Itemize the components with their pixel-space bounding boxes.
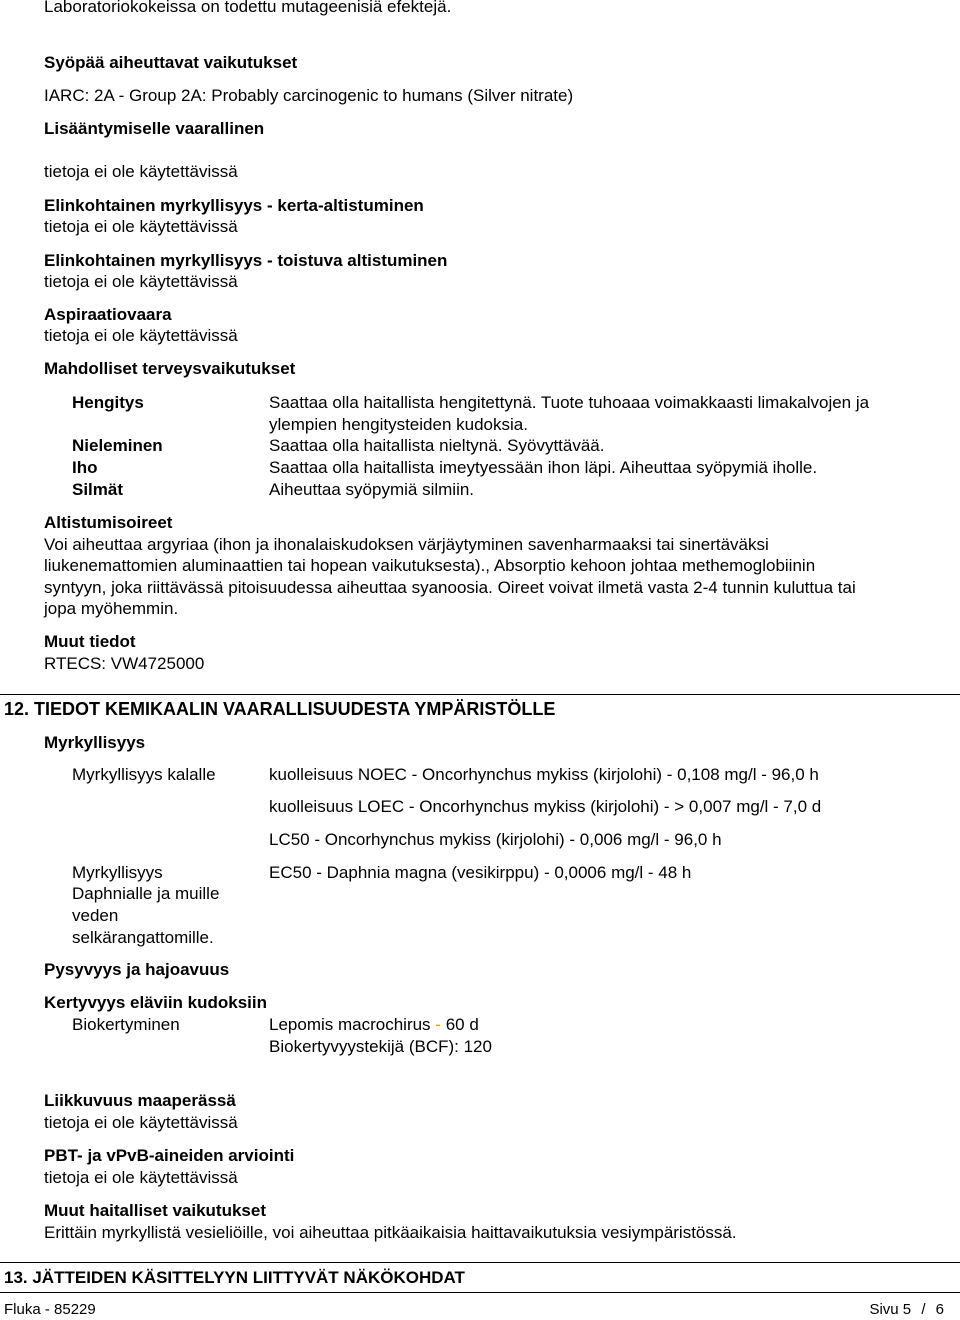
health-label-ingestion: Nieleminen <box>72 436 163 455</box>
pbt-heading: PBT- ja vPvB-aineiden arviointi <box>44 1146 295 1165</box>
bioaccumulation-value <box>269 1015 479 1035</box>
stot-single-text: tietoja ei ole käytettävissä <box>44 217 238 236</box>
fish-toxicity-value: kuolleisuus NOEC - Oncorhynchus mykiss (kirjolohi) - 0,108 mg/l - 96,0 h <box>269 765 819 784</box>
reproductive-text: tietoja ei ole käytettävissä <box>44 162 238 181</box>
health-label-inhalation: Hengitys <box>72 393 144 412</box>
top-line: Laboratoriokokeissa on todettu mutageenisiä efektejä. <box>44 0 452 16</box>
health-text-inhalation-2: ylempien hengitysteiden kudoksia. <box>269 415 528 434</box>
stot-repeated-heading: Elinkohtainen myrkyllisyys - toistuva altistuminen <box>44 251 448 270</box>
stot-single-heading: Elinkohtainen myrkyllisyys - kerta-altistuminen <box>44 196 424 215</box>
health-label-eyes: Silmät <box>72 480 124 499</box>
fish-toxicity-label: Myrkyllisyys kalalle <box>72 765 216 784</box>
symptoms-line: jopa myöhemmin. <box>44 599 179 618</box>
daphnia-value: EC50 - Daphnia magna (vesikirppu) - 0,0006 mg/l - 48 h <box>269 863 692 882</box>
aspiration-heading: Aspiraatiovaara <box>44 305 172 324</box>
footer-page-separator: / <box>921 1301 926 1318</box>
health-label-skin: Iho <box>72 458 98 477</box>
bioaccumulation-duration: 60 d <box>445 1015 479 1034</box>
other-info-heading: Muut tiedot <box>44 632 136 651</box>
pbt-text: tietoja ei ole käytettävissä <box>44 1168 238 1187</box>
section-divider <box>0 1262 960 1263</box>
footer-divider <box>0 1292 960 1293</box>
daphnia-label: selkärangattomille. <box>72 928 214 947</box>
mobility-heading: Liikkuvuus maaperässä <box>44 1091 236 1110</box>
health-text-ingestion: Saattaa olla haitallista nieltynä. Syövyttävää. <box>269 436 605 455</box>
footer-page-label: Sivu 5 <box>869 1301 912 1318</box>
symptoms-line: syntyyn, joka riittävässä pitoisuudessa aiheuttaa syanoosia. Oireet voivat ilmetä vasta 2-4 tunnin kuluttua tai <box>44 578 856 597</box>
health-text-inhalation: Saattaa olla haitallista hengitettynä. Tuote tuhoaaa voimakkaasti limakalvojen ja <box>269 393 870 412</box>
fish-toxicity-value: LC50 - Oncorhynchus mykiss (kirjolohi) - 0,006 mg/l - 96,0 h <box>269 830 722 849</box>
bioaccumulation-heading: Kertyvyys eläviin kudoksiin <box>44 993 267 1012</box>
fish-toxicity-value: kuolleisuus LOEC - Oncorhynchus mykiss (kirjolohi) - > 0,007 mg/l - 7,0 d <box>269 797 822 816</box>
health-effects-heading: Mahdolliset terveysvaikutukset <box>44 359 296 378</box>
mobility-text: tietoja ei ole käytettävissä <box>44 1113 238 1132</box>
section-divider <box>0 694 960 695</box>
other-effects-text: Erittäin myrkyllistä vesieliöille, voi aiheuttaa pitkäaikaisia haittavaikutuksia vesiympäristössä. <box>44 1223 737 1242</box>
toxicity-heading: Myrkyllisyys <box>44 733 146 752</box>
symptoms-heading: Altistumisoireet <box>44 513 173 532</box>
stot-repeated-text: tietoja ei ole käytettävissä <box>44 272 238 291</box>
symptoms-line: Voi aiheuttaa argyriaa (ihon ja ihonalaiskudoksen värjäytyminen savenharmaaksi tai sinertäväksi <box>44 535 769 554</box>
health-text-eyes: Aiheuttaa syöpymiä silmiin. <box>269 480 475 499</box>
persistence-heading: Pysyvyys ja hajoavuus <box>44 960 230 979</box>
rtecs-text: RTECS: VW4725000 <box>44 654 205 673</box>
daphnia-label: veden <box>72 906 119 925</box>
bioaccumulation-bcf: Biokertyvyystekijä (BCF): 120 <box>269 1037 492 1056</box>
carcinogenic-text: IARC: 2A - Group 2A: Probably carcinogenic to humans (Silver nitrate) <box>44 86 574 105</box>
footer-product: Fluka - 85229 <box>4 1301 96 1318</box>
footer-page-number <box>869 1300 944 1320</box>
daphnia-label: Daphnialle ja muille <box>72 884 220 903</box>
aspiration-text: tietoja ei ole käytettävissä <box>44 326 238 345</box>
health-text-skin: Saattaa olla haitallista imeytyessään ihon läpi. Aiheuttaa syöpymiä iholle. <box>269 458 818 477</box>
section12-title: 12. TIEDOT KEMIKAALIN VAARALLISUUDESTA YMPÄRISTÖLLE <box>4 699 556 719</box>
carcinogenic-heading: Syöpää aiheuttavat vaikutukset <box>44 53 298 72</box>
symptoms-line: liukenemattomien aluminaattien tai hopean vaikutuksesta)., Absorptio kehoon johtaa methemoglobiinin <box>44 556 816 575</box>
reproductive-heading: Lisääntymiselle vaarallinen <box>44 119 265 138</box>
bioaccumulation-label: Biokertyminen <box>72 1015 180 1034</box>
section13-title: 13. JÄTTEIDEN KÄSITTELYYN LIITTYVÄT NÄKÖKOHDAT <box>4 1268 465 1287</box>
bioaccumulation-species: Lepomis macrochirus <box>269 1015 431 1034</box>
footer-page-total: 6 <box>935 1301 944 1318</box>
bioaccumulation-dash: - <box>435 1015 441 1034</box>
daphnia-label: Myrkyllisyys <box>72 863 163 882</box>
other-effects-heading: Muut haitalliset vaikutukset <box>44 1201 266 1220</box>
